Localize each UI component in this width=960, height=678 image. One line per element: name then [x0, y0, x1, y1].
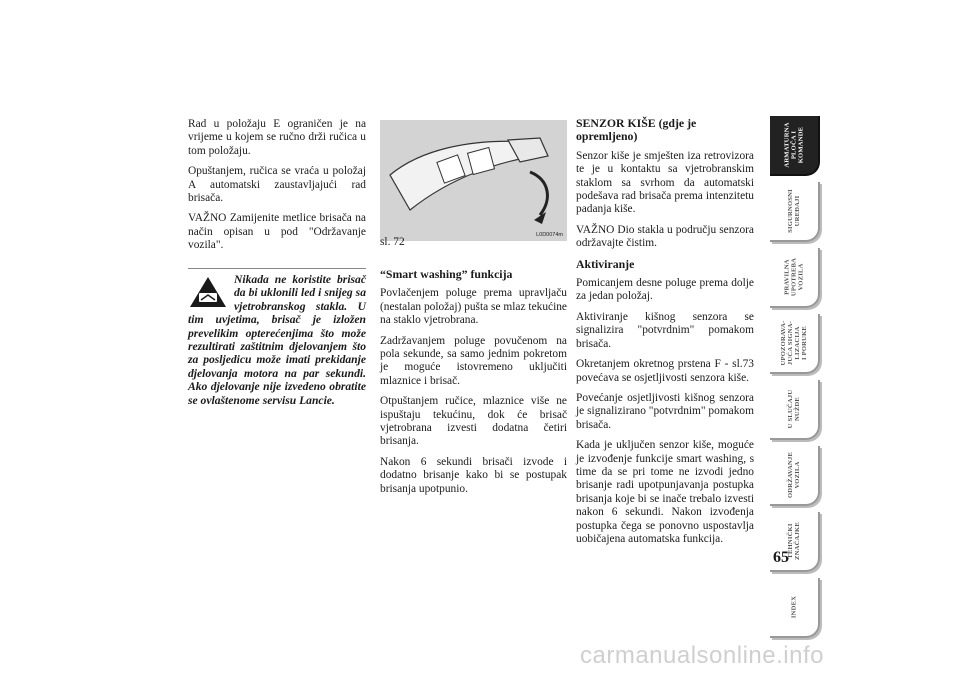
- tab-label: ODRŽAVANJE VOZILA: [787, 451, 801, 499]
- paragraph: Nakon 6 sekundi brisači izvode i dodatno brisanje kako bi se postupak brisanja upotpunio.: [380, 455, 567, 495]
- paragraph: Otpuštanjem ručice, mlaznice više ne ispuštaju tekućinu, dok će brisač vjetrobrana izvesti dodatna četiri brisanja.: [380, 395, 567, 448]
- paragraph: Aktiviranje kišnog senzora se signalizira "potvrdnim" pomakom brisača.: [576, 310, 754, 350]
- tab-index[interactable]: [770, 578, 820, 638]
- tab-armaturna-ploca[interactable]: [770, 116, 820, 176]
- tab-label: U SLUČAJU NUŽDE: [787, 389, 801, 429]
- watermark: carmanualsonline.info: [580, 642, 824, 669]
- section-heading: SENZOR KIŠE (gdje je opremljeno): [576, 116, 697, 144]
- paragraph: VAŽNO Dio stakla u području senzora održavajte čistim.: [576, 223, 754, 250]
- tab-upozoravajuca-signalizacija[interactable]: [770, 314, 820, 374]
- sub-heading: Aktiviranje: [576, 256, 635, 271]
- paragraph: Senzor kiše je smješten iza retrovizora te je u kontaktu sa vjetrobranskim staklom sa svrhom da automatski podešava rad brisača prema intenzitetu padanja kiše.: [576, 149, 754, 216]
- tab-label: ARMATURNA PLOČA I KOMANDE: [783, 122, 805, 168]
- warning-box: [188, 268, 366, 407]
- tab-sigurnosni-uredaji[interactable]: [770, 182, 820, 242]
- tab-label: TEHNIČKI ZNAČAJKE: [787, 522, 801, 560]
- paragraph: Opuštanjem, ručica se vraća u položaj A automatski zaustavljajući rad brisača.: [188, 165, 366, 205]
- middle-column: [380, 268, 567, 503]
- paragraph: Rad u položaju E ograničen je na vrijeme u kojem se ručno drži ručica u tom položaju.: [188, 118, 366, 157]
- figure-caption: sl. 72: [380, 236, 405, 248]
- left-column: [188, 118, 366, 260]
- tab-pravilna-upotreba[interactable]: [770, 248, 820, 308]
- paragraph: Zadržavanjem poluge povučenom na pola sekunde, sa samo jednim pokretom je moguće istovremeno uključiti mlaznice i brisač.: [380, 334, 567, 387]
- warning-triangle-icon: [188, 275, 228, 309]
- tab-label: UPOZORAVA- JUĆA SIGNA- LIZACIJA I PORUKE: [780, 320, 808, 366]
- tab-label: SIGURNOSNI UREĐAJI: [787, 189, 801, 233]
- paragraph: Pomicanjem desne poluge prema dolje za jedan položaj.: [576, 277, 754, 303]
- tab-u-slucaju-nuzde[interactable]: [770, 380, 820, 440]
- paragraph: Okretanjem okretnog prstena F - sl.73 povećava se osjetljivosti senzora kiše.: [576, 358, 754, 384]
- paragraph: Kada je uključen senzor kiše, moguće je izvođenje funkcije smart washing, s time da se pri tome ne izvodi jedno brisanje radi upotpunjavanja postupka brisanja koje bi se inače trebalo izvesti nakon 6 sekundi. Nakon izvođenja postupka čega se ponovno uspostavlja uobičajena automatska funkcija.: [576, 439, 754, 545]
- paragraph: VAŽNO Zamijenite metlice brisača na način opisan u pod "Održavanje vozila".: [188, 212, 366, 252]
- right-column: [576, 117, 754, 553]
- paragraph: Povlačenjem poluge prema upravljaču (nestalan položaj) pušta se mlaz tekućine na staklo vjetrobrana.: [380, 287, 567, 327]
- tab-odrzavanje-vozila[interactable]: [770, 446, 820, 506]
- tab-label: INDEX: [790, 595, 798, 619]
- figure-code: L0D0074m: [536, 232, 563, 238]
- warning-text: Nikada ne koristite brisač da bi uklonili led i snijeg sa vjetrobranskog stakla. U tim uvjetima, brisač je izložen prevelikim opterećenjima što može rezultirati zaštitnim djelovanjem što za posljedicu može imati prekidanje djelovanja motora na par sekundi. Ako djelovanje nije izvedeno obratite se ovlaštenome servisu Lancie.: [188, 273, 366, 407]
- page-number: 65: [773, 549, 789, 566]
- section-heading: “Smart washing” funkcija: [380, 267, 513, 281]
- wiper-lever-figure: [380, 120, 567, 241]
- wiper-lever-illustration: [380, 120, 567, 241]
- paragraph: Povećanje osjetljivosti kišnog senzora je signalizirano "potvrdnim" pomakom brisača.: [576, 391, 754, 431]
- tab-label: PRAVILNA UPOTREBA VOZILA: [783, 257, 805, 297]
